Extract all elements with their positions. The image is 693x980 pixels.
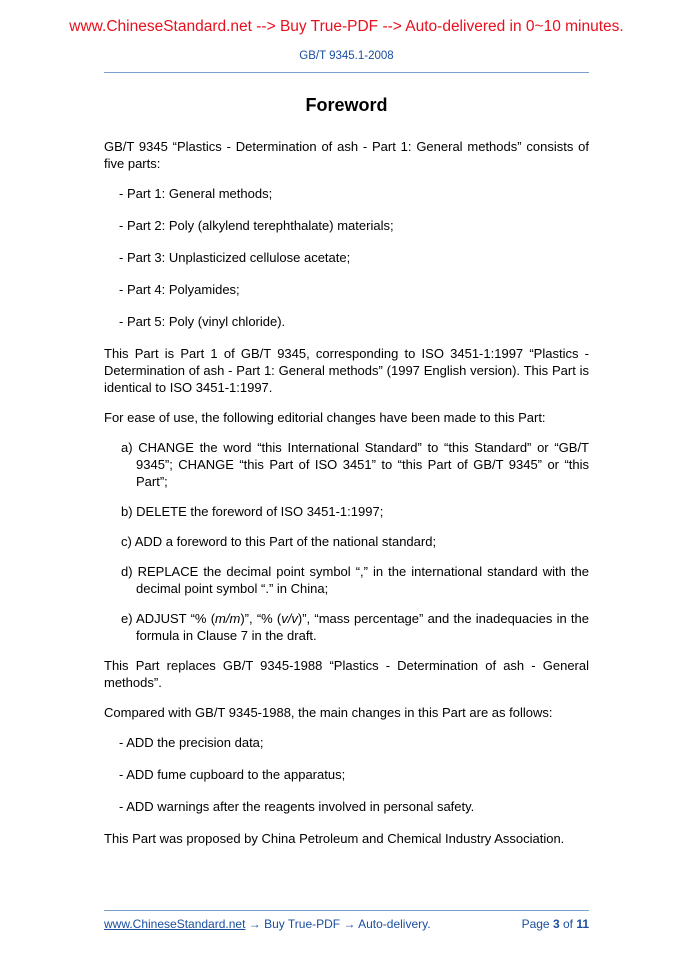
list-item: - ADD the precision data; — [119, 735, 264, 750]
editorial-item-a: a) CHANGE the word “this International Standard” to “this Standard” or “GB/T 9345”; CHANGE “this Part of ISO 3451” to “this Part of GB/T 9345” or “this Part”; — [121, 440, 589, 489]
promo-banner[interactable]: www.ChineseStandard.net --> Buy True-PDF --> Auto-delivered in 0~10 minutes. — [69, 18, 624, 35]
editorial-item-c: c) ADD a foreword to this Part of the national standard; — [121, 534, 437, 549]
replaces-paragraph: This Part replaces GB/T 9345-1988 “Plastics - Determination of ash - General methods”. — [104, 658, 589, 690]
document-id-header: GB/T 9345.1-2008 — [299, 50, 394, 62]
list-item: - Part 5: Poly (vinyl chloride). — [119, 314, 286, 329]
editorial-paragraph: For ease of use, the following editorial changes have been made to this Part: — [104, 410, 546, 425]
footer-link[interactable]: www.ChineseStandard.net — [104, 917, 246, 931]
list-item: - Part 1: General methods; — [119, 186, 273, 201]
list-item: - ADD warnings after the reagents involved in personal safety. — [119, 799, 475, 814]
of-word: of — [559, 917, 577, 931]
footer-rule — [104, 910, 589, 911]
page-footer — [104, 917, 589, 931]
page-word: Page — [521, 917, 553, 931]
current-page: 3 — [552, 917, 560, 931]
footer-tail: → Buy True-PDF → Auto-delivery. — [245, 917, 431, 931]
item-e-start: e) ADJUST “% ( — [121, 611, 216, 626]
item-e-vv: v/v — [281, 611, 298, 626]
item-e-mid: )”, “% ( — [240, 611, 282, 626]
list-item: - ADD fume cupboard to the apparatus; — [119, 767, 346, 782]
page-number — [522, 917, 589, 931]
compared-paragraph: Compared with GB/T 9345-1988, the main changes in this Part are as follows: — [104, 705, 553, 720]
total-pages: 11 — [576, 917, 589, 931]
editorial-item-b: b) DELETE the foreword of ISO 3451-1:1997; — [121, 504, 384, 519]
item-e-end: )”, “mass percentage” and the inadequacies in the formula in Clause 7 in the draft. — [136, 611, 590, 643]
identical-paragraph: This Part is Part 1 of GB/T 9345, corresponding to ISO 3451-1:1997 “Plastics - Determination of ash - Part 1: General methods” (1997 English version). This Part is identical to ISO 3451-1:1997. — [104, 346, 589, 395]
intro-paragraph: GB/T 9345 “Plastics - Determination of ash - Part 1: General methods” consists of five parts: — [104, 139, 589, 171]
proposed-paragraph: This Part was proposed by China Petroleum and Chemical Industry Association. — [104, 831, 565, 846]
list-item: - Part 4: Polyamides; — [119, 282, 240, 297]
list-item: - Part 2: Poly (alkylend terephthalate) materials; — [119, 218, 394, 233]
header-rule — [104, 72, 589, 73]
item-e-mm: m/m — [215, 611, 241, 626]
list-item: - Part 3: Unplasticized cellulose acetate; — [119, 250, 351, 265]
document-body — [104, 138, 589, 860]
editorial-item-d: d) REPLACE the decimal point symbol “,” in the international standard with the decimal point symbol “.” in China; — [121, 564, 589, 596]
page-title: Foreword — [305, 95, 388, 115]
editorial-item-e — [104, 610, 589, 644]
